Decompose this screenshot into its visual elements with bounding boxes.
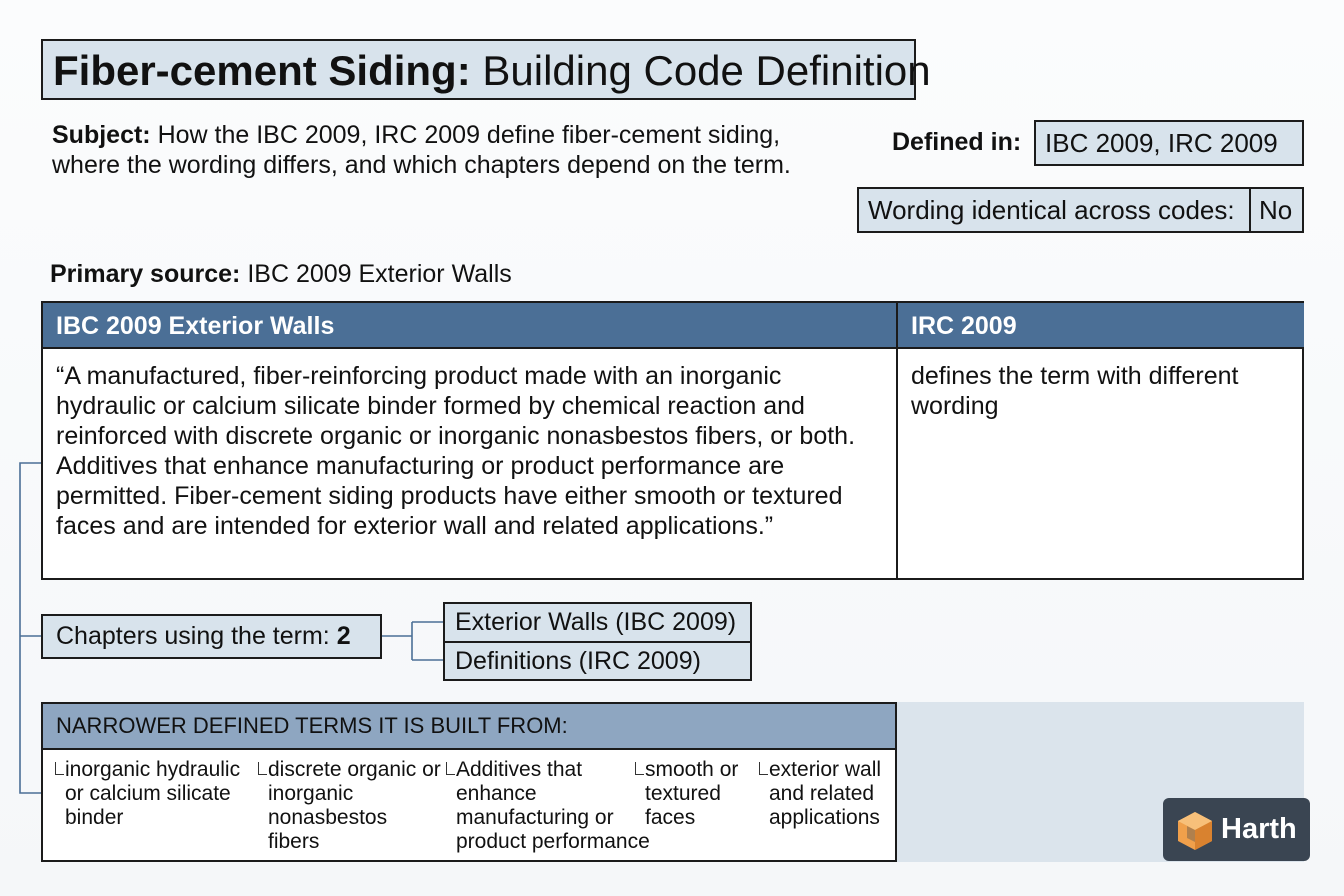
chapters-count: 2: [336, 622, 351, 650]
title-bold: Fiber-cement Siding:: [53, 47, 471, 94]
narrower-terms-header: NARROWER DEFINED TERMS IT IS BUILT FROM:: [43, 704, 895, 750]
narrower-term-text: smooth or textured faces: [645, 758, 739, 829]
subject-label: Subject:: [52, 121, 151, 149]
page-title: [41, 39, 931, 100]
primary-source: [50, 259, 512, 289]
tree-branch-icon: [258, 762, 267, 775]
tree-branch-icon: [635, 762, 644, 775]
narrower-terms-list: [43, 750, 895, 862]
chapter-item-definitions: Definitions (IRC 2009): [445, 641, 750, 680]
narrower-term: [268, 758, 443, 854]
narrower-term: [65, 758, 255, 830]
table-cell-irc-definition: defines the term with different wording: [911, 362, 1239, 420]
title-rest: Building Code Definition: [470, 47, 931, 94]
tree-branch-icon: [446, 762, 455, 775]
narrower-term-text: discrete organic or inorganic nonasbestos fibers: [268, 758, 441, 853]
chapters-label: Chapters using the term:: [56, 622, 337, 650]
tree-branch-icon: [759, 762, 768, 775]
primary-source-value: IBC 2009 Exterior Walls: [240, 260, 512, 288]
table-header-ibc: IBC 2009 Exterior Walls: [43, 303, 898, 349]
wording-identical-value: No: [1259, 195, 1293, 225]
subject-text: [52, 120, 852, 180]
table-cell-ibc-definition: “A manufactured, fiber-reinforcing product made with an inorganic hydraulic or calcium silicate binder formed by chemical reaction and reinforced with discrete organic or inorganic nonasbestos fibers, or both. Additives that enhance manufacturing or product performance are permitted. Fiber-cement siding products have either smooth or textured faces and are intended for exterior wall and related applications.”: [43, 349, 898, 578]
narrower-term: [769, 758, 894, 830]
cube-icon: [1173, 808, 1217, 852]
defined-in-label: Defined in:: [892, 128, 1022, 156]
narrower-term: [645, 758, 750, 830]
definition-table: [41, 301, 1304, 580]
subject-body: How the IBC 2009, IRC 2009 define fiber-cement siding, where the wording differs, and which chapters depend on the term.: [52, 121, 791, 179]
wording-identical-label: Wording identical across codes:: [859, 189, 1251, 231]
left-bracket-line: [20, 463, 41, 793]
narrower-term-text: inorganic hydraulic or calcium silicate binder: [65, 758, 241, 829]
narrower-term-text: exterior wall and related applications: [769, 758, 882, 829]
chapter-list: [443, 602, 752, 681]
defined-in-value: IBC 2009, IRC 2009: [1034, 120, 1304, 166]
table-header-irc: IRC 2009: [898, 303, 1304, 349]
chapters-count-box: [41, 614, 382, 659]
narrower-term-text: Additives that enhance manufacturing or product performance: [456, 758, 650, 853]
logo-text: Harth: [1221, 813, 1297, 845]
primary-source-label: Primary source:: [50, 260, 241, 288]
wording-identical-box: [857, 187, 1304, 233]
tree-branch-icon: [55, 762, 64, 775]
narrower-term: [456, 758, 656, 854]
narrower-terms-box: [41, 702, 897, 862]
chapter-item-exterior-walls: Exterior Walls (IBC 2009): [455, 608, 737, 636]
harth-logo: [1163, 798, 1310, 861]
